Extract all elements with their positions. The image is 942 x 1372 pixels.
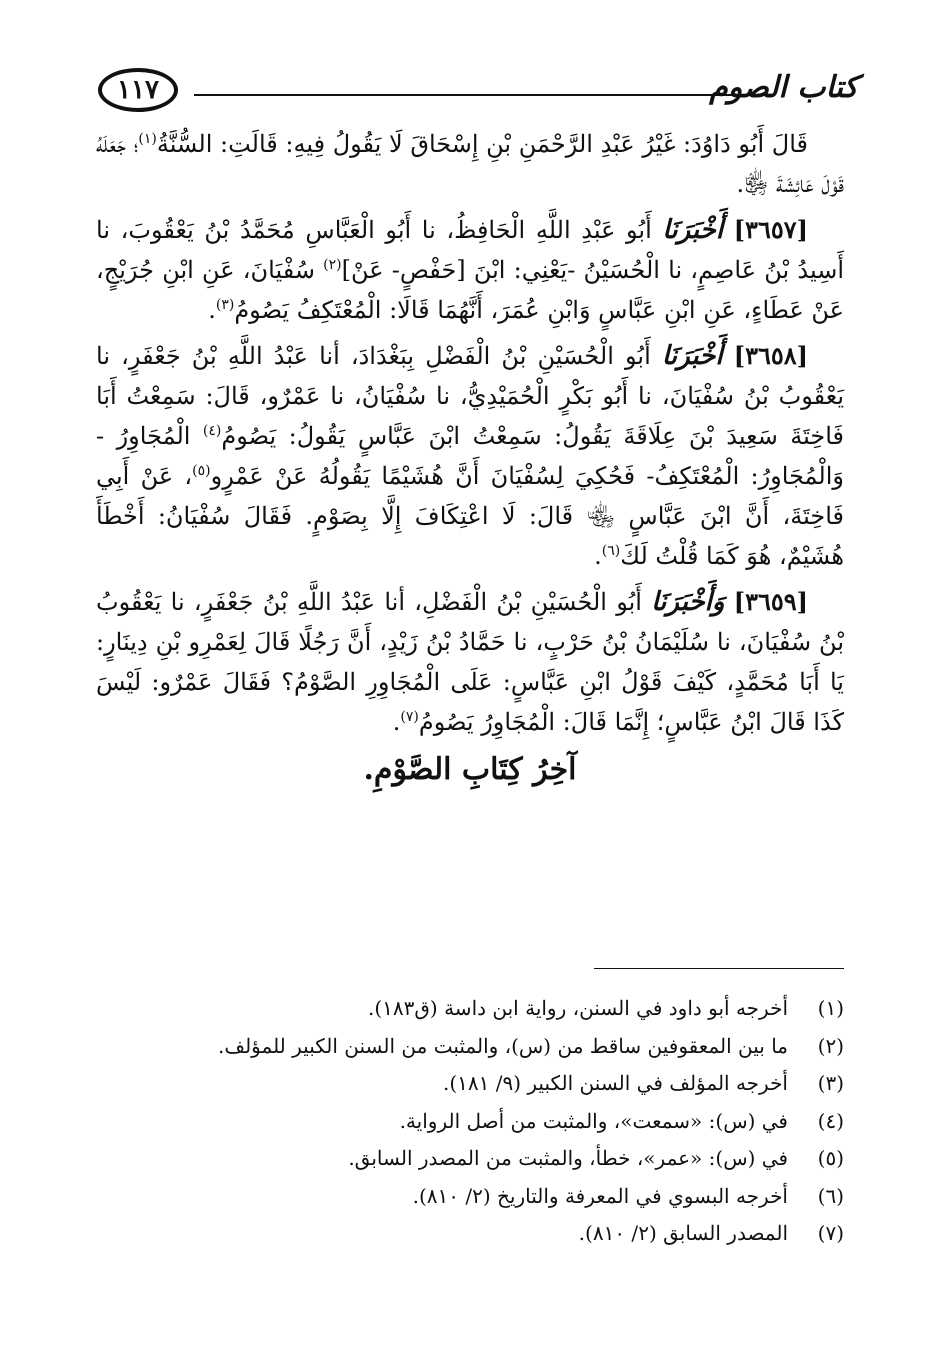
text-run: قَالَ أَبُو دَاوُدَ: غَيْرُ عَبْدِ الرَّحْمَنِ بْنِ إِسْحَاقَ لَا يَقُولُ فِيهِ: قَالَتِ: السُّنَّةُ xyxy=(156,130,808,158)
running-title: كتاب الصوم xyxy=(709,70,858,105)
footnote-item xyxy=(96,1103,844,1141)
text-run: . xyxy=(208,296,216,324)
footnote-item xyxy=(96,1178,844,1216)
text-run: الْمُجَاوِرُ - وَالْمُجَاوِرُ: الْمُعْتَكِفُ- فَحُكِيَ لِسُفْيَانَ أَنَّ هُشَيْمًا يَقُولُهُ عَنْ عَمْرٍو xyxy=(96,422,845,490)
footnote-number: (١) xyxy=(817,996,844,1020)
footnote-ref[interactable]: (٢) xyxy=(323,257,342,273)
footnote-text: أخرجه البسوي في المعرفة والتاريخ (٢/ ٨١٠). xyxy=(412,1183,788,1208)
book-end-heading: آخِرُ كِتَابِ الصَّوْمِ. xyxy=(363,752,577,787)
hadith-number: [٣٦٥٧] xyxy=(733,215,808,244)
text-run: ، عَنْ أَبِي فَاخِتَةَ، أَنَّ ابْنَ عَبَّاسٍ ﵄ قَالَ: لَا اعْتِكَافَ إِلَّا بِصَوْمٍ. فَقَالَ سُفْيَانُ: أَخْطَأَ هُشَيْمٌ، هُوَ كَمَا قُلْتُ لَكَ xyxy=(96,462,844,570)
footnote-separator xyxy=(594,968,844,969)
footnote-number: (٧) xyxy=(817,1221,844,1245)
footnote-item xyxy=(96,1140,844,1178)
footnote-item xyxy=(96,1028,844,1066)
hadith-3657 xyxy=(96,210,844,330)
footnote-text: المصدر السابق (٢/ ٨١٠). xyxy=(578,1221,788,1245)
text-run: أَبُو الْحُسَيْنِ بْنُ الْفَضْلِ، أنا عَبْدُ اللَّهِ بْنُ جَعْفَرٍ، نا يَعْقُوبُ بْنُ سُفْيَانَ، نا سُلَيْمَانُ بْنُ حَرْبٍ، نا حَمَّادُ بْنُ زَيْدٍ، أَنَّ رَجُلًا قَالَ لِعَمْرِو بْنِ دِينَارٍ: يَا أَبَا مُحَمَّدٍ، كَيْفَ قَوْلُ ابْنِ عَبَّاسٍ: عَلَى الْمُجَاوِرِ الصَّوْمُ؟ فَقَالَ عَمْرٌو: لَيْسَ كَذَا قَالَ ابْنُ عَبَّاسٍ؛ إِنَّمَا قَالَ: الْمُجَاوِرُ يَصُومُ xyxy=(96,588,844,736)
footnote-number: (٢) xyxy=(817,1033,844,1058)
footnote-number: (٥) xyxy=(817,1146,844,1170)
footnote-text: ما بين المعقوفين ساقط من (س)، والمثبت من السنن الكبير للمؤلف. xyxy=(218,1033,788,1058)
footnotes-list xyxy=(96,990,844,1253)
page-number-badge: ١١٧ xyxy=(98,68,178,112)
text-run: ؛ جَعَلَهُ قَوْلَ عَائِشَةَ ﵂. xyxy=(96,130,844,198)
text-run: . xyxy=(594,542,602,570)
text-run: . xyxy=(392,708,401,736)
hadith-3658 xyxy=(96,336,844,576)
footnote-item xyxy=(96,990,844,1028)
text-run: أَبُو عَبْدِ اللَّهِ الْحَافِظُ، نا أَبُو الْعَبَّاسِ مُحَمَّدُ بْنُ يَعْقُوبَ، نا أَسِيدُ بْنُ عَاصِمٍ، نا الْحُسَيْنُ -يَعْنِي: ابْنَ [حَفْصٍ- عَنْ] xyxy=(96,216,844,284)
footnote-ref[interactable]: (٦) xyxy=(601,543,621,559)
footnote-ref[interactable]: (٣) xyxy=(215,297,235,313)
commentary-paragraph xyxy=(96,124,844,204)
footnote-ref[interactable]: (٤) xyxy=(202,423,222,439)
footnote-ref[interactable]: (١) xyxy=(138,131,157,147)
narration-verb: وَأَخْبَرَنَا xyxy=(651,587,725,617)
footnote-item xyxy=(96,1065,844,1103)
header-rule xyxy=(194,94,774,96)
footnote-ref[interactable]: (٥) xyxy=(192,463,211,479)
narration-verb: أَخْبَرَنَا xyxy=(661,341,723,371)
text-run: سُفْيَانَ، عَنِ ابْنِ جُرَيْجٍ، عَنْ عَطَاءٍ، عَنِ ابْنِ عَبَّاسٍ وَابْنِ عُمَرَ، أَنَّهُمَا قَالَا: الْمُعْتَكِفُ يَصُومُ xyxy=(96,256,844,324)
hadith-number: [٣٦٥٩] xyxy=(733,587,808,616)
footnote-ref[interactable]: (٧) xyxy=(400,709,419,725)
footnote-number: (٤) xyxy=(817,1108,844,1133)
footnote-text: أخرجه المؤلف في السنن الكبير (٩/ ١٨١). xyxy=(442,1071,788,1095)
footnote-item xyxy=(96,1215,844,1253)
page-header xyxy=(98,66,858,120)
footnote-text: في (س): «عمر»، خطأ، والمثبت من المصدر السابق. xyxy=(348,1146,788,1170)
footnote-text: في (س): «سمعت»، والمثبت من أصل الرواية. xyxy=(399,1108,788,1133)
footnote-number: (٦) xyxy=(817,1183,844,1208)
narration-verb: أَخْبَرَنَا xyxy=(662,215,724,245)
text-run: أَبُو الْحُسَيْنِ بْنُ الْفَضْلِ بِبَغْدَادَ، أنا عَبْدُ اللَّهِ بْنُ جَعْفَرٍ، نا يَعْقُوبُ بْنُ سُفْيَانَ، نا أَبُو بَكْرٍ الْحُمَيْدِيُّ، نا سُفْيَانُ، نا عَمْرٌو، قَالَ: سَمِعْتُ أَبَا فَاخِتَةَ سَعِيدَ بْنَ عِلَاقَةَ يَقُولُ: سَمِعْتُ ابْنَ عَبَّاسٍ يَقُولُ: يَصُومُ xyxy=(96,342,845,450)
hadith-number: [٣٦٥٨] xyxy=(733,341,808,370)
hadith-3659 xyxy=(96,582,844,742)
footnote-number: (٣) xyxy=(817,1071,844,1095)
footnote-text: أخرجه أبو داود في السنن، رواية ابن داسة (ق١٨٣). xyxy=(368,996,788,1020)
main-text xyxy=(96,124,844,792)
